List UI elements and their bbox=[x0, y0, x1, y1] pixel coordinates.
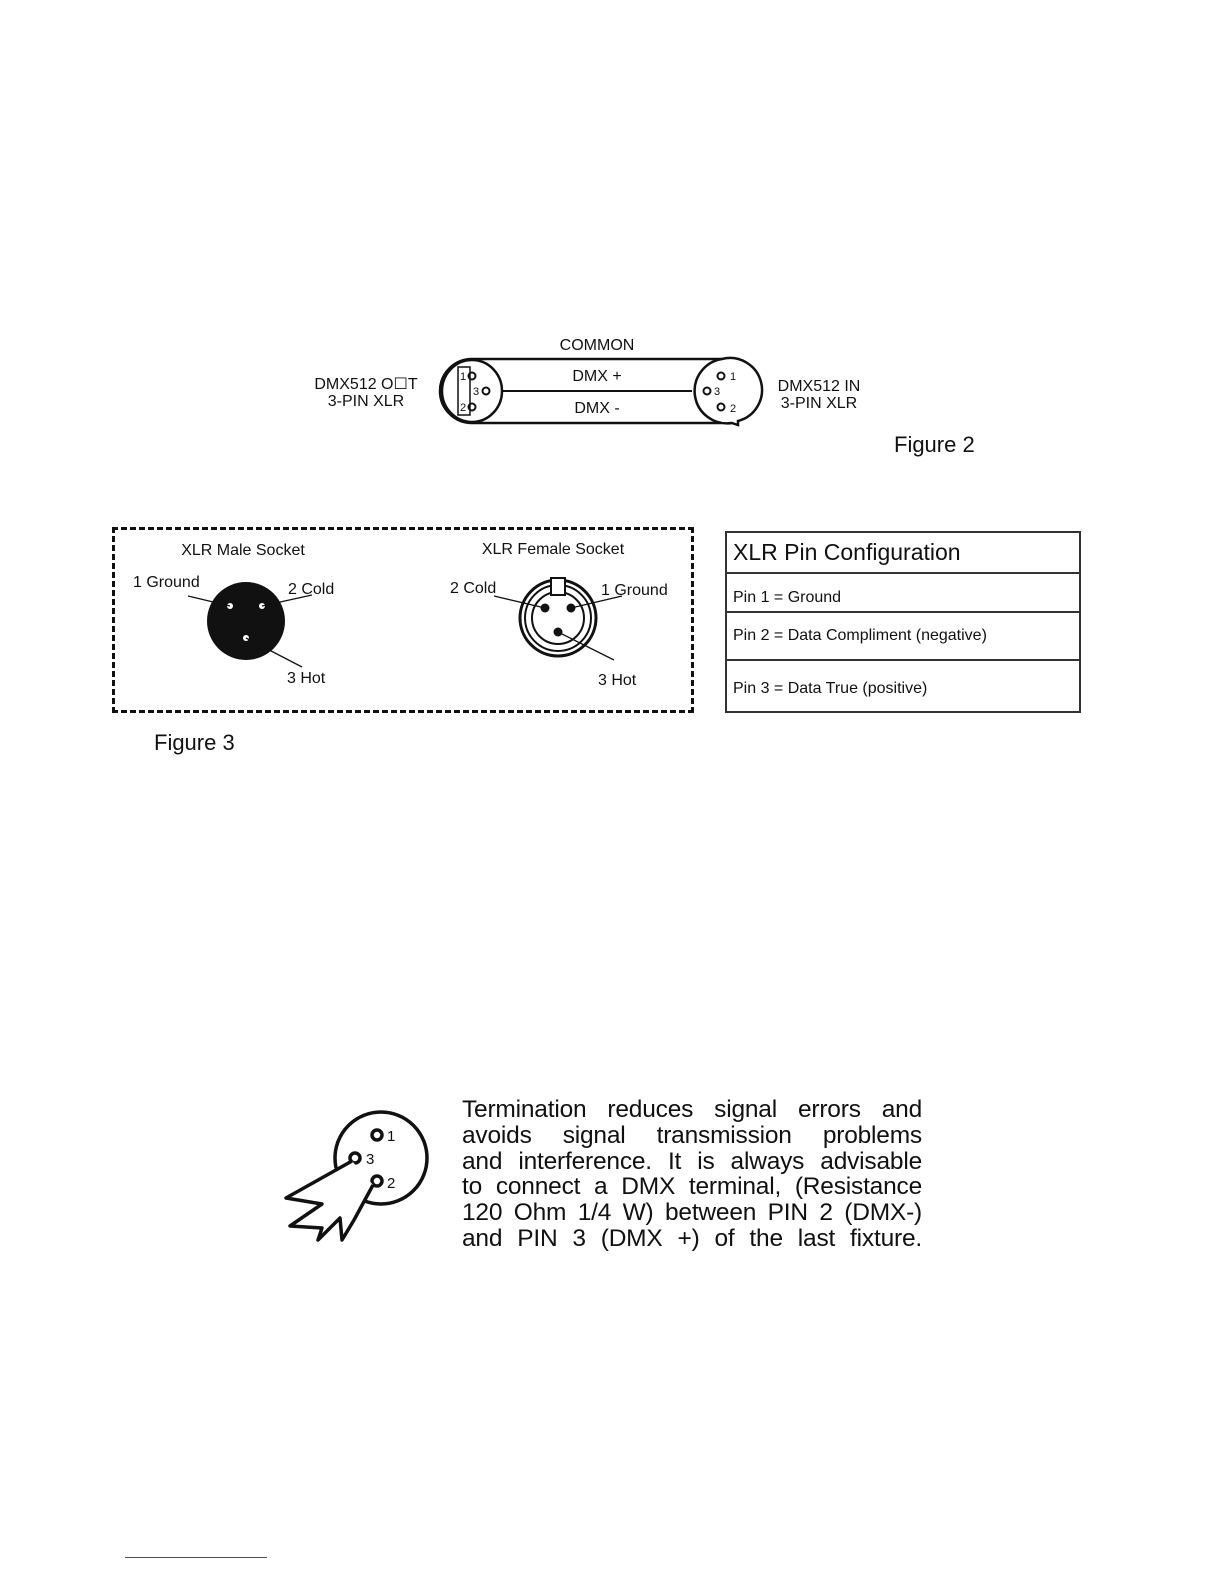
pin-table-row: Pin 2 = Data Compliment (negative) bbox=[727, 611, 1079, 659]
termination-paragraph bbox=[462, 1097, 922, 1252]
male-pin3-label: 3 Hot bbox=[287, 670, 326, 687]
out-pin-3: 3 bbox=[473, 386, 480, 398]
female-pin1-label: 1 Ground bbox=[601, 582, 668, 599]
termination-connector-icon bbox=[282, 1108, 442, 1253]
pin-table-row: Pin 3 = Data True (positive) bbox=[727, 659, 1079, 711]
xlr-pin-configuration-table bbox=[725, 531, 1081, 713]
termination-line: and interference. It is always advisable bbox=[462, 1147, 922, 1175]
male-pin2-label: 2 Cold bbox=[288, 581, 335, 598]
male-socket-title: XLR Male Socket bbox=[181, 542, 305, 559]
figure-2-dmx-cable-diagram bbox=[300, 325, 1000, 435]
figure-2-caption: Figure 2 bbox=[894, 432, 975, 457]
term-pin-1: 1 bbox=[387, 1128, 396, 1145]
out-pin-2: 2 bbox=[460, 402, 467, 414]
termination-line: to connect a DMX terminal, (Resistance bbox=[462, 1173, 922, 1201]
in-pin-2: 2 bbox=[730, 403, 737, 415]
in-label-line2: 3-PIN XLR bbox=[780, 395, 858, 412]
figure-3-xlr-sockets bbox=[112, 527, 694, 713]
pin-table-title: XLR Pin Configuration bbox=[733, 539, 961, 565]
out-label-line1: DMX512 O☐T bbox=[314, 376, 418, 393]
out-connector bbox=[442, 360, 502, 422]
out-label-line2: 3-PIN XLR bbox=[327, 393, 405, 410]
term-pin-3: 3 bbox=[366, 1151, 375, 1168]
in-label-line1: DMX512 IN bbox=[777, 378, 861, 395]
footnote-divider bbox=[125, 1557, 267, 1558]
pin-table-row: Pin 1 = Ground bbox=[727, 572, 1079, 611]
in-connector bbox=[695, 358, 762, 425]
female-pin2-label: 2 Cold bbox=[450, 580, 497, 597]
in-pin-1: 1 bbox=[730, 371, 737, 383]
female-socket-title: XLR Female Socket bbox=[481, 541, 625, 558]
dmx-plus-label: DMX + bbox=[572, 368, 622, 385]
termination-line: Termination reduces signal errors and bbox=[462, 1096, 922, 1123]
dmx-minus-label: DMX - bbox=[574, 400, 620, 417]
common-label: COMMON bbox=[559, 337, 635, 354]
termination-line: and PIN 3 (DMX +) of the last fixture. bbox=[462, 1224, 922, 1252]
in-pin-3: 3 bbox=[714, 386, 721, 398]
term-pin-2: 2 bbox=[387, 1175, 396, 1192]
male-pin1-label: 1 Ground bbox=[133, 574, 200, 591]
figure-3-caption: Figure 3 bbox=[154, 730, 235, 755]
termination-line: 120 Ohm 1/4 W) between PIN 2 (DMX-) bbox=[462, 1199, 922, 1227]
out-pin-1: 1 bbox=[460, 371, 467, 383]
termination-line: avoids signal transmission problems bbox=[462, 1121, 922, 1149]
female-pin3-label: 3 Hot bbox=[598, 672, 637, 689]
